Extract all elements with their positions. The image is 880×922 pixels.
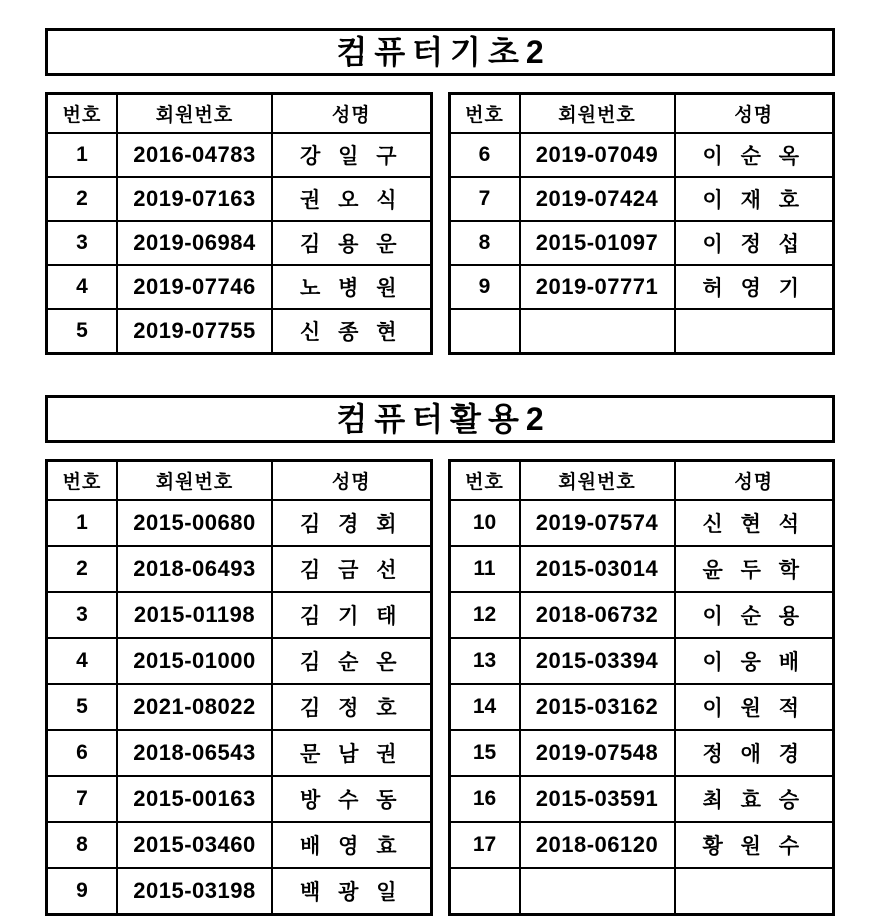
table-row bbox=[449, 776, 834, 822]
cell-name: 노 병 원 bbox=[272, 265, 431, 309]
cell-no: 1 bbox=[47, 500, 118, 546]
cell-no: 7 bbox=[47, 776, 118, 822]
cell-member-id: 2021-08022 bbox=[117, 684, 272, 730]
cell-name bbox=[675, 868, 834, 915]
cell-no: 8 bbox=[47, 822, 118, 868]
cell-member-id: 2015-03394 bbox=[520, 638, 675, 684]
roster-table-left bbox=[45, 92, 433, 355]
cell-name: 백 광 일 bbox=[272, 868, 431, 915]
table-row bbox=[449, 638, 834, 684]
cell-no: 7 bbox=[449, 177, 520, 221]
cell-no: 16 bbox=[449, 776, 520, 822]
section-title: 컴퓨터기초2 bbox=[336, 34, 551, 70]
table-row bbox=[47, 221, 432, 265]
table-row bbox=[449, 868, 834, 915]
section-title-box bbox=[45, 395, 835, 443]
table-row bbox=[47, 309, 432, 354]
cell-name: 김 금 선 bbox=[272, 546, 431, 592]
cell-name: 정 애 경 bbox=[675, 730, 834, 776]
cell-no: 2 bbox=[47, 177, 118, 221]
column-header-no: 번호 bbox=[449, 94, 520, 134]
cell-name: 이 정 섭 bbox=[675, 221, 834, 265]
cell-member-id: 2019-07746 bbox=[117, 265, 272, 309]
cell-name bbox=[675, 309, 834, 354]
cell-member-id: 2019-07771 bbox=[520, 265, 675, 309]
cell-name: 방 수 동 bbox=[272, 776, 431, 822]
cell-name: 이 순 용 bbox=[675, 592, 834, 638]
table-row bbox=[47, 177, 432, 221]
cell-member-id: 2015-01097 bbox=[520, 221, 675, 265]
cell-no: 5 bbox=[47, 684, 118, 730]
column-header-member-id: 회원번호 bbox=[520, 461, 675, 501]
cell-no: 12 bbox=[449, 592, 520, 638]
cell-member-id: 2018-06543 bbox=[117, 730, 272, 776]
table-row bbox=[47, 684, 432, 730]
cell-name: 김 용 운 bbox=[272, 221, 431, 265]
cell-name: 이 원 적 bbox=[675, 684, 834, 730]
table-row bbox=[449, 730, 834, 776]
cell-no: 17 bbox=[449, 822, 520, 868]
cell-no: 2 bbox=[47, 546, 118, 592]
cell-name: 강 일 구 bbox=[272, 133, 431, 177]
column-header-no: 번호 bbox=[47, 461, 118, 501]
table-row bbox=[449, 133, 834, 177]
cell-name: 김 경 회 bbox=[272, 500, 431, 546]
cell-member-id: 2019-07574 bbox=[520, 500, 675, 546]
cell-no bbox=[449, 309, 520, 354]
cell-no: 6 bbox=[47, 730, 118, 776]
table-row bbox=[47, 500, 432, 546]
cell-member-id: 2019-07424 bbox=[520, 177, 675, 221]
cell-name: 황 원 수 bbox=[675, 822, 834, 868]
cell-name: 신 현 석 bbox=[675, 500, 834, 546]
cell-name: 권 오 식 bbox=[272, 177, 431, 221]
cell-name: 이 순 옥 bbox=[675, 133, 834, 177]
cell-member-id: 2019-07049 bbox=[520, 133, 675, 177]
table-row bbox=[449, 177, 834, 221]
cell-member-id: 2015-03460 bbox=[117, 822, 272, 868]
section-title: 컴퓨터활용2 bbox=[336, 401, 551, 437]
cell-member-id: 2015-03162 bbox=[520, 684, 675, 730]
cell-name: 김 정 호 bbox=[272, 684, 431, 730]
cell-name: 최 효 승 bbox=[675, 776, 834, 822]
table-row bbox=[47, 776, 432, 822]
cell-member-id: 2015-00680 bbox=[117, 500, 272, 546]
roster-tables bbox=[45, 92, 835, 355]
header-row bbox=[449, 94, 834, 134]
cell-member-id bbox=[520, 868, 675, 915]
table-row bbox=[47, 822, 432, 868]
table-row bbox=[47, 730, 432, 776]
cell-no: 10 bbox=[449, 500, 520, 546]
cell-member-id: 2019-07163 bbox=[117, 177, 272, 221]
roster-tables bbox=[45, 459, 835, 916]
table-row bbox=[47, 638, 432, 684]
cell-name: 허 영 기 bbox=[675, 265, 834, 309]
cell-name: 김 순 온 bbox=[272, 638, 431, 684]
table-row bbox=[47, 592, 432, 638]
cell-no: 4 bbox=[47, 638, 118, 684]
cell-name: 배 영 효 bbox=[272, 822, 431, 868]
cell-no: 4 bbox=[47, 265, 118, 309]
table-row bbox=[449, 265, 834, 309]
cell-no: 1 bbox=[47, 133, 118, 177]
cell-name: 문 남 권 bbox=[272, 730, 431, 776]
cell-no: 13 bbox=[449, 638, 520, 684]
table-row bbox=[449, 221, 834, 265]
cell-name: 윤 두 학 bbox=[675, 546, 834, 592]
cell-name: 이 웅 배 bbox=[675, 638, 834, 684]
column-header-member-id: 회원번호 bbox=[117, 94, 272, 134]
cell-no bbox=[449, 868, 520, 915]
table-row bbox=[449, 592, 834, 638]
cell-no: 3 bbox=[47, 592, 118, 638]
table-row bbox=[47, 133, 432, 177]
column-header-no: 번호 bbox=[449, 461, 520, 501]
column-header-name: 성명 bbox=[675, 461, 834, 501]
table-row bbox=[449, 309, 834, 354]
cell-no: 8 bbox=[449, 221, 520, 265]
cell-member-id: 2019-07755 bbox=[117, 309, 272, 354]
cell-no: 9 bbox=[449, 265, 520, 309]
cell-member-id: 2016-04783 bbox=[117, 133, 272, 177]
cell-no: 15 bbox=[449, 730, 520, 776]
cell-member-id: 2015-03591 bbox=[520, 776, 675, 822]
cell-member-id: 2015-03014 bbox=[520, 546, 675, 592]
cell-no: 9 bbox=[47, 868, 118, 915]
column-header-name: 성명 bbox=[675, 94, 834, 134]
cell-member-id bbox=[520, 309, 675, 354]
cell-no: 6 bbox=[449, 133, 520, 177]
cell-no: 5 bbox=[47, 309, 118, 354]
cell-member-id: 2018-06732 bbox=[520, 592, 675, 638]
roster-table-left bbox=[45, 459, 433, 916]
table-row bbox=[449, 684, 834, 730]
section-title-box bbox=[45, 28, 835, 76]
table-row bbox=[47, 868, 432, 915]
header-row bbox=[47, 461, 432, 501]
section-computer-basics-2 bbox=[45, 28, 835, 355]
cell-no: 11 bbox=[449, 546, 520, 592]
table-row bbox=[449, 546, 834, 592]
cell-member-id: 2018-06493 bbox=[117, 546, 272, 592]
column-header-name: 성명 bbox=[272, 461, 431, 501]
column-header-member-id: 회원번호 bbox=[520, 94, 675, 134]
cell-member-id: 2019-06984 bbox=[117, 221, 272, 265]
table-row bbox=[47, 546, 432, 592]
cell-no: 14 bbox=[449, 684, 520, 730]
cell-member-id: 2015-00163 bbox=[117, 776, 272, 822]
cell-name: 김 기 태 bbox=[272, 592, 431, 638]
cell-member-id: 2015-01198 bbox=[117, 592, 272, 638]
cell-name: 이 재 호 bbox=[675, 177, 834, 221]
column-header-name: 성명 bbox=[272, 94, 431, 134]
cell-member-id: 2019-07548 bbox=[520, 730, 675, 776]
table-row bbox=[449, 500, 834, 546]
roster-table-right bbox=[448, 92, 836, 355]
column-header-no: 번호 bbox=[47, 94, 118, 134]
column-header-member-id: 회원번호 bbox=[117, 461, 272, 501]
cell-member-id: 2018-06120 bbox=[520, 822, 675, 868]
header-row bbox=[47, 94, 432, 134]
cell-no: 3 bbox=[47, 221, 118, 265]
section-computer-applications-2 bbox=[45, 395, 835, 916]
cell-name: 신 종 현 bbox=[272, 309, 431, 354]
header-row bbox=[449, 461, 834, 501]
cell-member-id: 2015-03198 bbox=[117, 868, 272, 915]
cell-member-id: 2015-01000 bbox=[117, 638, 272, 684]
table-row bbox=[47, 265, 432, 309]
table-row bbox=[449, 822, 834, 868]
roster-table-right bbox=[448, 459, 836, 916]
